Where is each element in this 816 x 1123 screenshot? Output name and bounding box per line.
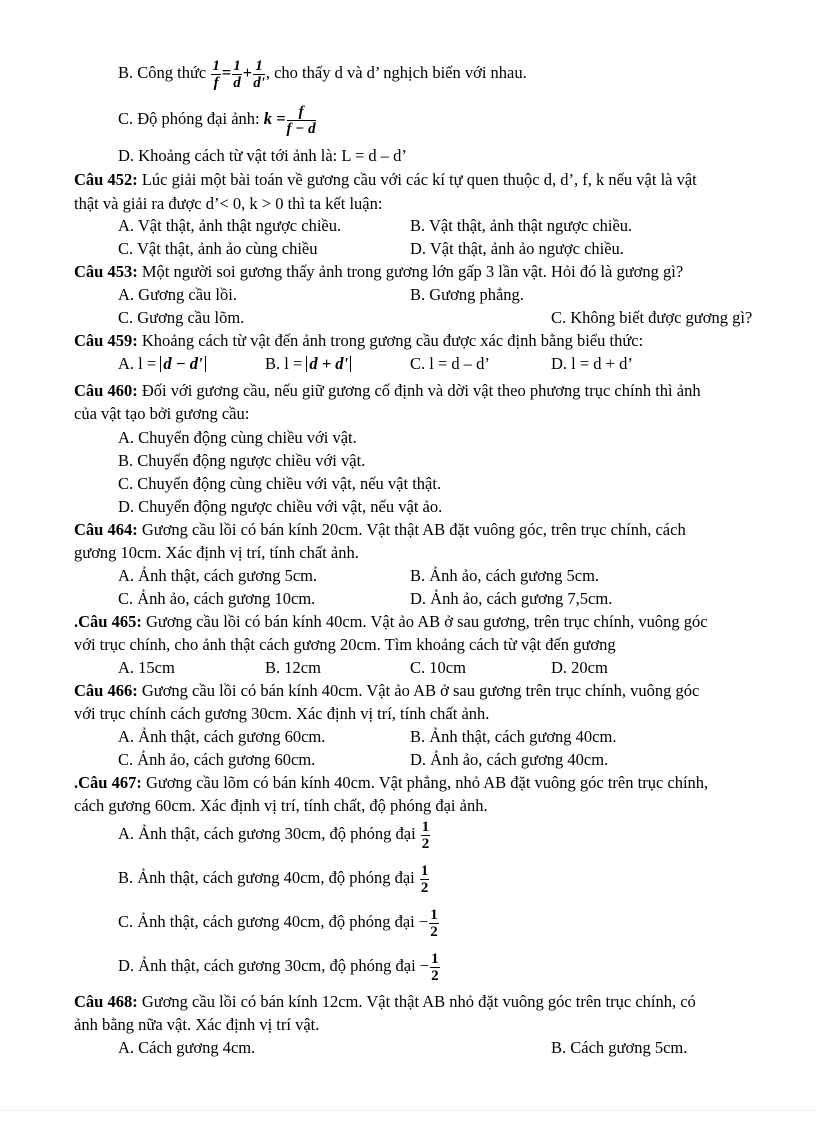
question-466-text-2: với trục chính cách gương 30cm. Xác định vị trí, tính chất ảnh. bbox=[74, 704, 490, 723]
answer-d: D. Vật thật, ảnh ảo ngược chiều. bbox=[410, 239, 624, 258]
answer-c: C. 10cm bbox=[410, 658, 466, 677]
frac-den: 2 bbox=[431, 967, 439, 984]
answer-b: B. Cách gương 5cm. bbox=[551, 1038, 688, 1057]
answer-a: A. Vật thật, ảnh thật ngược chiều. bbox=[118, 216, 342, 235]
answer-a: A. Ảnh thật, cách gương 5cm. bbox=[118, 566, 318, 585]
answer-a bbox=[118, 816, 431, 852]
question-text: Gương cầu lồi có bán kính 40cm. Vật ảo AB ở sau gương, trên trục chính, vuông góc bbox=[145, 612, 708, 631]
question-465-text-2: với trục chính, cho ảnh thật cách gương 20cm. Tìm khoảng cách từ vật đến gương bbox=[74, 635, 616, 654]
answer-b: B. 12cm bbox=[265, 658, 321, 677]
fraction-one-half bbox=[420, 863, 430, 896]
answer-d bbox=[118, 948, 441, 984]
question-label: Câu 459: bbox=[74, 331, 138, 350]
answer-a bbox=[118, 354, 206, 374]
answer-a: A. Chuyển động cùng chiều với vật. bbox=[118, 428, 357, 447]
answer-b: B. Ảnh ảo, cách gương 5cm. bbox=[410, 566, 600, 585]
fraction-1-over-f bbox=[211, 58, 221, 91]
question-459 bbox=[74, 331, 643, 351]
minus-sign: − bbox=[418, 912, 429, 931]
question-452-text-2: thật và giải ra được d’< 0, k > 0 thì ta kết luận: bbox=[74, 194, 383, 213]
absolute-value-expr: d − d' bbox=[160, 356, 205, 372]
answer-prefix: A. l = bbox=[118, 354, 157, 373]
answer-d: D. l = d + d’ bbox=[551, 354, 633, 373]
frac-den: d bbox=[233, 74, 241, 91]
question-452 bbox=[74, 170, 697, 190]
answer-c: C. Gương cầu lõm. bbox=[118, 308, 245, 327]
option-b-prefix: B. Công thức bbox=[118, 63, 207, 82]
question-text: Gương cầu lồi có bán kính 40cm. Vật ảo AB ở sau gương trên trục chính, vuông góc bbox=[141, 681, 700, 700]
answer-d: D. 20cm bbox=[551, 658, 608, 677]
frac-den: f bbox=[213, 74, 219, 91]
fraction-1-over-dprime bbox=[253, 58, 265, 91]
frac-num: 1 bbox=[253, 58, 265, 75]
fraction-f-over-f-minus-d bbox=[287, 104, 316, 137]
question-468-text-2: ảnh bằng nữa vật. Xác định vị trí vật. bbox=[74, 1015, 320, 1034]
frac-num: 1 bbox=[430, 906, 438, 923]
frac-num: 1 bbox=[421, 818, 430, 835]
question-453 bbox=[74, 262, 683, 282]
frac-den: 2 bbox=[420, 879, 429, 896]
question-text: Đối với gương cầu, nếu giữ gương cố định và dời vật theo phương trục chính thì ảnh bbox=[141, 381, 701, 400]
frac-den: 2 bbox=[430, 923, 438, 940]
question-466 bbox=[74, 681, 699, 701]
fraction-one-half bbox=[421, 819, 431, 852]
question-text: Một người soi gương thấy ảnh trong gương lớn gấp 3 lần vật. Hỏi đó là gương gì? bbox=[141, 262, 684, 281]
equals-sign: = bbox=[221, 63, 232, 82]
answer-b bbox=[118, 860, 430, 896]
fraction-one-half bbox=[430, 951, 440, 984]
answer-prefix: B. l = bbox=[265, 354, 303, 373]
answer-a: A. Ảnh thật, cách gương 60cm. bbox=[118, 727, 326, 746]
question-464 bbox=[74, 520, 686, 540]
question-text: Gương cầu lồi có bán kính 20cm. Vật thật AB đặt vuông góc, trên trục chính, cách bbox=[141, 520, 686, 539]
frac-den: 2 bbox=[421, 835, 430, 852]
question-label: Câu 466: bbox=[74, 681, 138, 700]
minus-sign: − bbox=[419, 956, 430, 975]
frac-den: f − d bbox=[286, 120, 316, 137]
answer-b bbox=[265, 354, 351, 374]
option-b-suffix: , cho thấy d và d’ nghịch biến với nhau. bbox=[265, 63, 527, 82]
frac-den: d' bbox=[253, 74, 265, 91]
option-d-distance: D. Khoảng cách từ vật tới ảnh là: L = d – d’ bbox=[118, 146, 407, 165]
question-text: Gương cầu lồi có bán kính 12cm. Vật thật AB nhỏ đặt vuông góc trên trục chính, có bbox=[141, 992, 696, 1011]
frac-num: 1 bbox=[420, 862, 429, 879]
answer-c: C. Chuyển động cùng chiều với vật, nếu vật thật. bbox=[118, 474, 442, 493]
fraction-1-over-d bbox=[232, 58, 242, 91]
answer-b: B. Gương phẳng. bbox=[410, 285, 524, 304]
question-465 bbox=[74, 612, 708, 632]
answer-c: C. Ảnh ảo, cách gương 60cm. bbox=[118, 750, 316, 769]
question-label: Câu 452: bbox=[74, 170, 138, 189]
question-460-text-2: của vật tạo bởi gương cầu: bbox=[74, 404, 250, 423]
question-label: Câu 468: bbox=[74, 992, 138, 1011]
page-bottom-divider bbox=[0, 1110, 816, 1111]
answer-d: C. Không biết được gương gì? bbox=[551, 308, 753, 327]
answer-c bbox=[118, 904, 440, 940]
option-c-prefix: C. Độ phóng đại ảnh: bbox=[118, 109, 260, 128]
answer-c: C. l = d – d’ bbox=[410, 354, 490, 373]
frac-num: f bbox=[287, 104, 316, 121]
answer-text: A. Ảnh thật, cách gương 30cm, độ phóng đại bbox=[118, 824, 416, 843]
answer-text: C. Ảnh thật, cách gương 40cm, độ phóng đại bbox=[118, 912, 415, 931]
question-label: .Câu 465: bbox=[74, 612, 142, 631]
answer-a: A. 15cm bbox=[118, 658, 175, 677]
question-text: Gương cầu lõm có bán kính 40cm. Vật phẳng, nhỏ AB đặt vuông góc trên trục chính, bbox=[145, 773, 709, 792]
question-label: .Câu 467: bbox=[74, 773, 142, 792]
question-label: Câu 453: bbox=[74, 262, 138, 281]
question-467-text-2: cách gương 60cm. Xác định vị trí, tính chất, độ phóng đại ảnh. bbox=[74, 796, 488, 815]
answer-b: B. Vật thật, ảnh thật ngược chiều. bbox=[410, 216, 633, 235]
question-460 bbox=[74, 381, 701, 401]
question-467 bbox=[74, 773, 708, 793]
answer-c: C. Vật thật, ảnh ảo cùng chiều bbox=[118, 239, 318, 258]
k-symbol: k = bbox=[263, 109, 286, 128]
frac-num: 1 bbox=[233, 57, 241, 74]
answer-c: C. Ảnh ảo, cách gương 10cm. bbox=[118, 589, 316, 608]
answer-d: D. Chuyển động ngược chiều với vật, nếu vật ảo. bbox=[118, 497, 443, 516]
answer-text: D. Ảnh thật, cách gương 30cm, độ phóng đại bbox=[118, 956, 416, 975]
answer-d: D. Ảnh ảo, cách gương 40cm. bbox=[410, 750, 609, 769]
answer-d: D. Ảnh ảo, cách gương 7,5cm. bbox=[410, 589, 613, 608]
absolute-value-expr: d + d' bbox=[306, 356, 351, 372]
question-text: Lúc giải một bài toán về gương cầu với các kí tự quen thuộc d, d’, f, k nếu vật là vật bbox=[141, 170, 697, 189]
question-468 bbox=[74, 992, 696, 1012]
question-label: Câu 460: bbox=[74, 381, 138, 400]
fraction-one-half bbox=[429, 907, 439, 940]
answer-b: B. Ảnh thật, cách gương 40cm. bbox=[410, 727, 617, 746]
answer-a: A. Cách gương 4cm. bbox=[118, 1038, 256, 1057]
question-464-text-2: gương 10cm. Xác định vị trí, tính chất ảnh. bbox=[74, 543, 359, 562]
question-label: Câu 464: bbox=[74, 520, 138, 539]
answer-a: A. Gương cầu lồi. bbox=[118, 285, 237, 304]
plus-sign: + bbox=[242, 63, 253, 82]
answer-b: B. Chuyển động ngược chiều với vật. bbox=[118, 451, 366, 470]
question-text: Khoảng cách từ vật đến ảnh trong gương cầu được xác định bằng biểu thức: bbox=[141, 331, 644, 350]
frac-num: 1 bbox=[212, 57, 220, 74]
frac-num: 1 bbox=[431, 950, 439, 967]
answer-text: B. Ảnh thật, cách gương 40cm, độ phóng đại bbox=[118, 868, 415, 887]
option-c-magnification bbox=[118, 101, 317, 137]
option-b-formula bbox=[118, 56, 527, 91]
